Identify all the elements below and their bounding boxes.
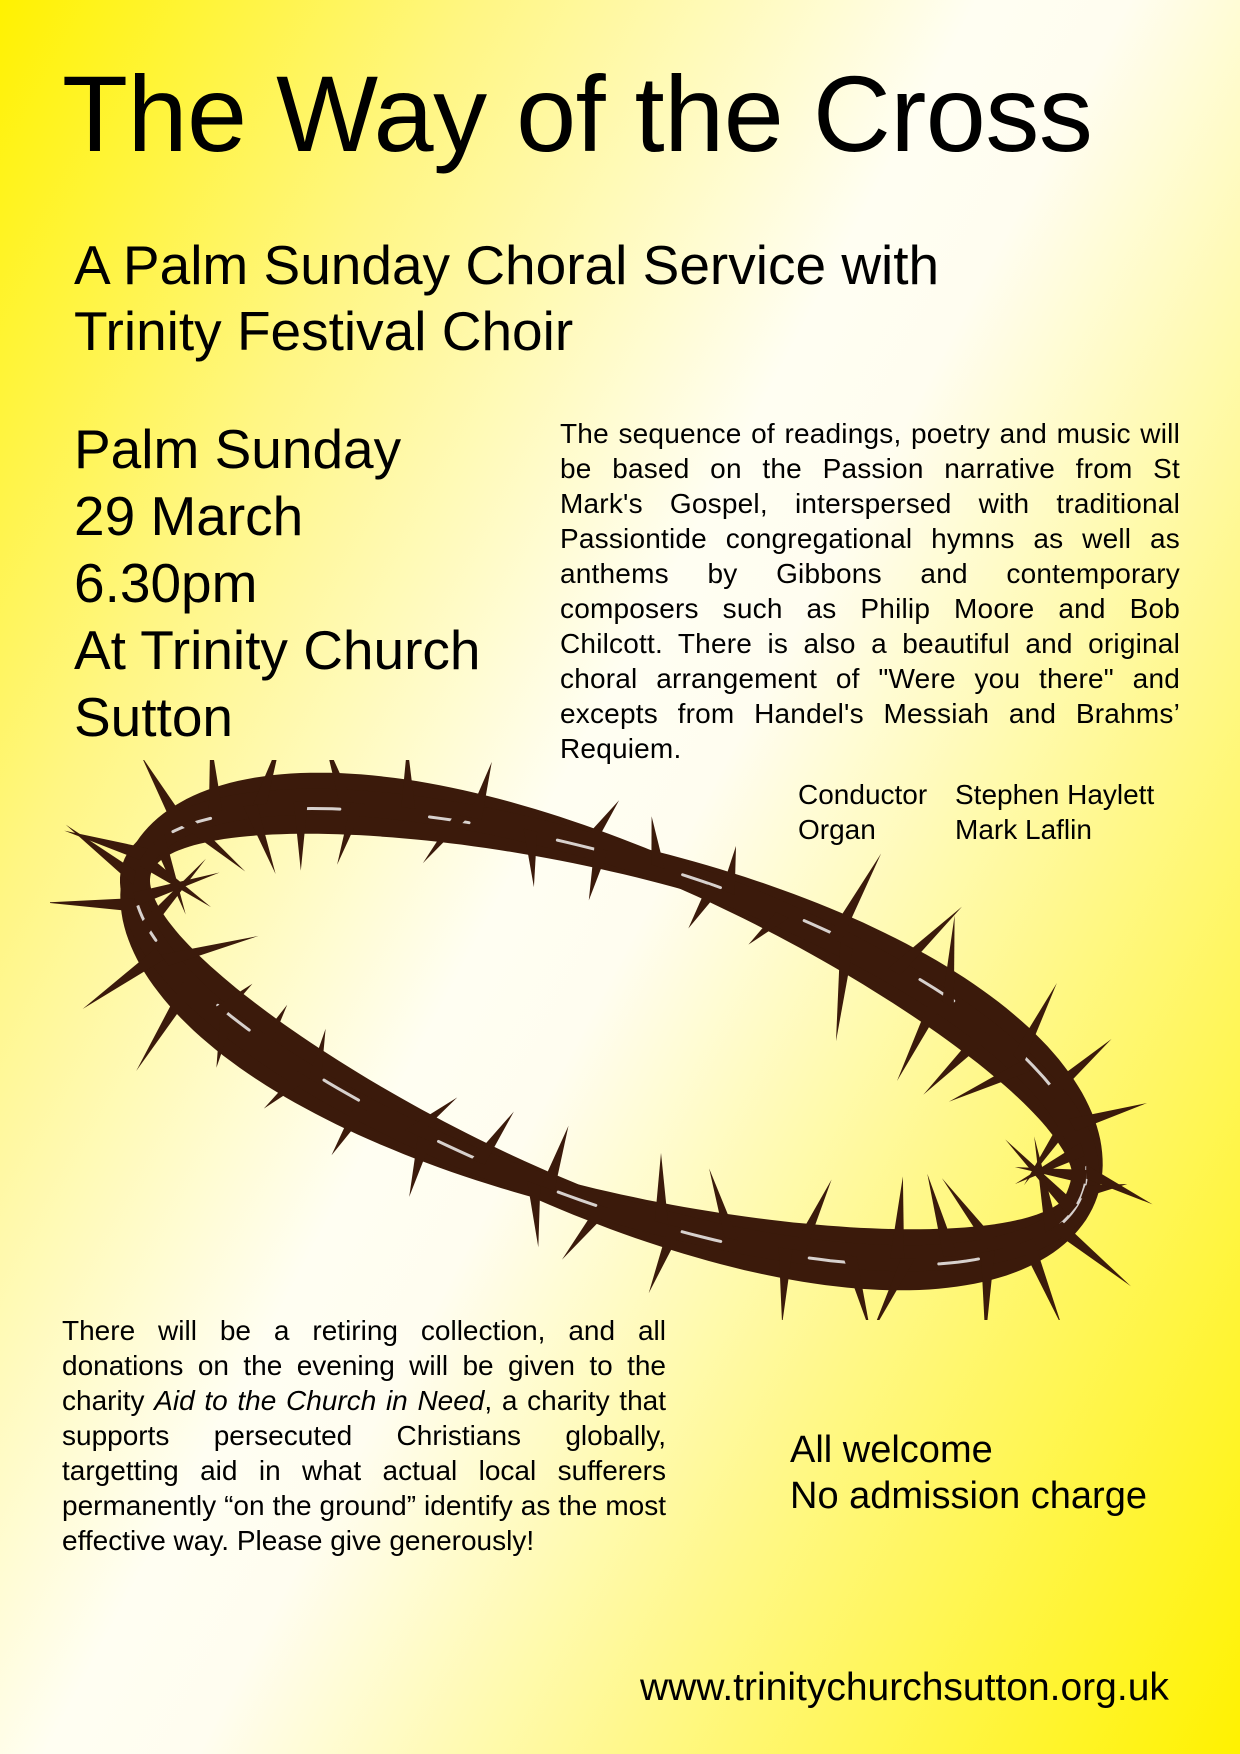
charity-name: Aid to the Church in Need	[154, 1385, 485, 1416]
poster-subtitle	[74, 232, 939, 364]
event-time: 6.30pm	[74, 552, 258, 614]
poster-title: The Way of the Cross	[62, 53, 1093, 174]
welcome-notice	[790, 1427, 1147, 1519]
charity-text-before: There will be a retiring collection, and all donations on the evening will be given to the charity	[62, 1315, 666, 1416]
charity-notice	[62, 1313, 666, 1558]
event-day: Palm Sunday	[74, 418, 402, 480]
credit-role: Conductor	[798, 779, 928, 810]
website-link[interactable]: www.trinitychurchsutton.org.uk	[640, 1666, 1169, 1709]
welcome-line-1: All welcome	[790, 1429, 993, 1471]
charity-text-after: , a charity that supports persecuted Christians globally, targetting aid in what actual local sufferers permanently “on the ground” identify as the most effective way. Please give generously!	[62, 1385, 666, 1556]
credit-role: Organ	[798, 814, 876, 845]
event-venue-line-1: At Trinity Church	[74, 619, 481, 681]
subtitle-line-1: A Palm Sunday Choral Service with	[74, 234, 940, 296]
crown-of-thorns-icon	[50, 760, 1210, 1320]
service-description: The sequence of readings, poetry and music will be based on the Passion narrative from St Mark's Gospel, interspersed with traditional Passiontide congregational hymns as well as anthems by Gibbons and contemporary composers such as Philip Moore and Bob Chilcott. There is also a beautiful and original choral arrangement of "Were you there" and excepts from Handel's Messiah and Brahms’ Requiem.	[560, 418, 1180, 764]
event-details	[74, 416, 481, 751]
event-date: 29 March	[74, 485, 304, 547]
welcome-line-2: No admission charge	[790, 1475, 1147, 1517]
credit-name: Mark Laflin	[955, 814, 1092, 845]
subtitle-line-2: Trinity Festival Choir	[74, 300, 574, 362]
event-venue-line-2: Sutton	[74, 686, 234, 748]
credit-name: Stephen Haylett	[955, 779, 1155, 810]
